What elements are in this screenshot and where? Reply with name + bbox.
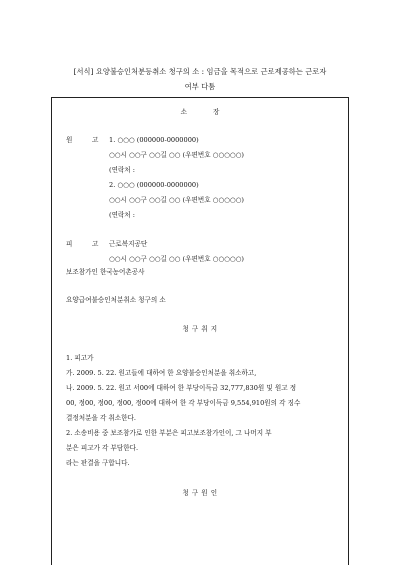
defendant-name: 근로복지공단 (109, 240, 148, 248)
claim-grounds-heading: 청 구 원 인 (182, 489, 218, 497)
claim-purpose-line: 결정처분을 각 취소한다. (66, 414, 136, 422)
plaintiff-2-name: 2. ○○○ (000000-0000000) (109, 181, 199, 189)
complaint-title-so: 소 (180, 108, 187, 116)
plaintiff-2-address: ○○시 ○○구 ○○길 ○○ (우편번호 ○○○○○) (109, 196, 245, 204)
plaintiff-1-name: 1. ○○○ (000000-0000000) (109, 136, 199, 144)
defendant-label-pi: 피 (66, 240, 73, 248)
document-title (30, 64, 370, 94)
claim-purpose-line: 가. 2009. 5. 22. 원고들에 대하여 한 요양불승인처분을 취소하고, (66, 369, 257, 377)
plaintiff-label-go: 고 (92, 136, 99, 144)
claim-purpose-line: 00, 정00, 정00, 정00, 정00에 대하여 한 각 부당이득금 9,554,910원의 각 징수 (66, 399, 301, 407)
document-title-line-2: 여부 다툼 (184, 82, 216, 91)
claim-purpose-line: 2. 소송비용 중 보조참가로 인한 부분은 피고보조참가인이, 그 나머지 부 (66, 429, 272, 437)
plaintiff-1-address: ○○시 ○○구 ○○길 ○○ (우편번호 ○○○○○) (109, 151, 245, 159)
complaint-title-jang: 장 (213, 108, 220, 116)
claim-purpose-line: 라는 판결을 구합니다. (66, 459, 130, 467)
plaintiff-label-won: 원 (66, 136, 73, 144)
claim-purpose-line: 나. 2009. 5. 22. 원고 서00에 대하여 한 부당이득금 32,777,830원 및 원고 정 (66, 384, 297, 392)
defendant-address: ○○시 ○○구 ○○길 ○○ (우편번호 ○○○○○) (109, 255, 245, 263)
complaint-form-box (51, 97, 349, 565)
plaintiff-1-contact: (연락처 : (109, 166, 135, 174)
complaint-title (52, 108, 348, 117)
defendant-label-go: 고 (92, 240, 99, 248)
claim-purpose-line: 1. 피고가 (66, 354, 94, 362)
intervenor: 보조참가인 한국농어촌공사 (66, 268, 145, 276)
claim-purpose-heading: 청 구 취 지 (182, 325, 218, 333)
document-title-line-1: [서식] 요양불승인처분등취소 청구의 소 : 임금을 목적으로 근로제공하는 근로자 (73, 67, 327, 76)
case-name: 요양급여불승인처분취소 청구의 소 (66, 296, 166, 304)
claim-purpose-line: 분은 피고가 각 부담한다. (66, 444, 139, 452)
plaintiff-2-contact: (연락처 : (109, 211, 135, 219)
